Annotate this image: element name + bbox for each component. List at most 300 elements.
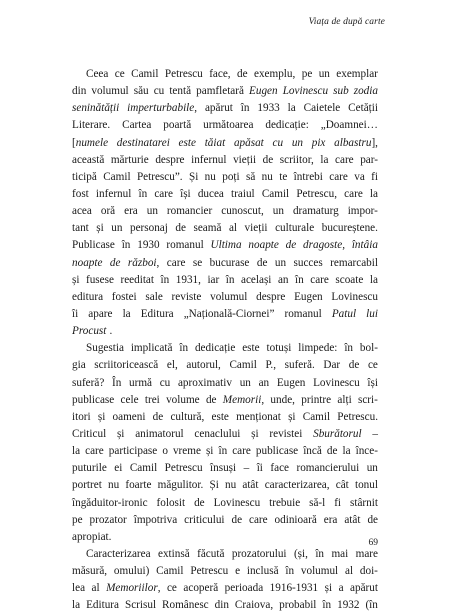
word: în [322,599,332,612]
word: la [342,445,351,458]
word: nu [204,170,216,183]
word: Camil [131,68,159,80]
word: „Doamnei… [320,119,378,132]
text-line [72,443,378,460]
word: fi [334,496,342,509]
word: par- [360,153,378,166]
word: Caietele [303,102,341,115]
word: Memoriilor, [106,582,161,595]
word: romanul [166,239,204,252]
word: an [258,376,270,389]
word: caracterizarea, [264,479,330,492]
word: iar [207,273,220,286]
word: în [344,342,354,355]
word: la [122,307,131,320]
word: nu [225,479,237,492]
word: menționat [236,410,281,423]
word: În [111,376,122,389]
running-head: Viața de după carte [308,17,385,27]
word: de [109,256,121,269]
word: volumul [300,565,339,578]
word: ce [367,359,378,372]
word: suferă? [72,376,105,389]
word: Petrescu”. [136,170,183,183]
word: 1933 [257,102,280,115]
word: oameni [112,410,146,423]
word: al [91,582,100,595]
word: Eugen [249,85,278,98]
word: cu [153,85,165,98]
word: odinioară [274,513,317,526]
word: ce [166,582,177,595]
word: la [369,187,378,200]
word: să-l [309,496,326,509]
word: inclusă [246,565,279,578]
word: sub [333,85,349,98]
word: volume [166,393,200,406]
text-line [72,512,378,529]
word: acoperă [183,582,219,595]
word: folosit [156,496,186,509]
word: animatorul [135,427,184,440]
word: doi- [359,565,378,578]
word: același [240,273,272,286]
word: să [245,170,256,183]
word: la [287,102,296,115]
word: „Națională-Ciornei” [183,307,275,320]
word: ce [114,68,125,80]
word: fusese [85,273,114,286]
word: îi [256,462,263,475]
text-line [72,203,378,220]
word: de [348,359,360,372]
word: el, [166,359,178,372]
word: culturale [275,222,315,235]
word: volumul [91,85,129,98]
word: care [344,187,363,200]
word: apăsat [233,136,264,149]
word: cunoscut, [221,205,264,218]
word: oră [100,205,116,218]
word: Camil [229,359,257,372]
word: bucurase [209,256,250,269]
word: mai [331,547,349,560]
word: extinsă [158,547,190,560]
word: e [235,565,241,578]
word: încă [303,445,322,458]
word: înce- [355,445,378,458]
word: și [97,410,106,423]
word: mărturie [110,153,149,166]
word: stârnit [349,496,378,509]
word: Ceea [86,68,109,80]
word: de [231,513,243,526]
word: în [240,102,250,115]
body-text [72,66,378,615]
word: dragoste, [303,239,345,252]
word: în [160,273,170,286]
word: în [218,445,228,458]
word: poartă [163,119,192,132]
text-line [72,477,378,494]
word: face [270,462,289,475]
word: ei [114,462,123,475]
word: vieții [244,222,268,235]
word: fi [371,170,378,183]
word: un [239,376,251,389]
word: război, [127,256,160,269]
word: acea [72,205,92,218]
word: din [214,599,229,612]
word: făcută [197,547,225,560]
word: reviste [171,290,202,303]
word: la [72,445,81,458]
word: 1931, [175,273,201,286]
word: de [256,256,268,269]
word: scriitor, [279,153,314,166]
text-line [72,580,378,597]
word: Patul [331,307,357,320]
word: un [272,205,284,218]
word: Lovinescu [282,85,329,98]
word: la [72,599,81,612]
word: 1932 [337,599,360,612]
word: Literare. [72,119,111,132]
word: care [329,170,348,183]
word: de [367,513,378,526]
word: în [225,273,235,286]
word: de [175,222,186,235]
word: lea [72,582,86,595]
text-line [72,289,378,306]
word: aproximativ [177,376,232,389]
word: de [194,496,205,509]
word: ducea [197,187,224,200]
word: exemplar [336,68,378,80]
word: scriitoricească [94,359,159,372]
word: măsură, [72,565,108,578]
word: seninătății [72,102,120,115]
word: traiul [231,187,255,200]
word: o [162,445,168,458]
word: în [285,565,295,578]
word: era [323,513,338,526]
word: Camil [261,187,290,200]
word: seamă [193,222,222,235]
word: volumul [210,290,248,303]
word: în [295,273,304,286]
word: bucureștene. [321,222,378,235]
text-line [72,392,378,409]
word: Sburătorul [313,427,362,440]
word: scri- [357,393,378,406]
word: printre [301,393,332,406]
word: dramaturg [292,205,339,218]
word: prozatorului [231,547,287,560]
word: care [166,256,186,269]
word: infernul [95,187,132,200]
word: care [310,273,329,286]
word: și [205,445,214,458]
word: de [237,68,248,80]
text-line [72,426,378,443]
word: în [138,187,148,200]
word: și [72,273,80,286]
word: de [152,410,164,423]
word: Și [188,170,199,183]
text-line [72,375,378,392]
text-line [72,340,378,357]
word: cu [159,376,171,389]
text-line [72,169,378,186]
word: Petrescu. [337,410,378,423]
word: – [243,462,250,475]
word: noapte [248,239,279,252]
word: de [262,153,274,166]
word: (în [365,599,378,612]
word: impor- [347,205,378,218]
word: remarcabil [330,256,378,269]
word: Petrescu [190,565,229,578]
word: la [369,273,378,286]
word: pe [301,68,313,80]
word: Românesc [162,599,209,612]
word: Camil [129,462,158,475]
word: apare [88,307,113,320]
word: este [211,410,229,423]
word: despre [256,290,286,303]
word: noapte [72,256,103,269]
word: Petrescu [164,462,203,475]
word: îi [72,307,79,320]
word: implicată [130,342,173,355]
word: și [288,410,296,423]
word: atât [242,479,259,492]
word: tăiat [204,136,226,149]
word: și [116,427,125,440]
word: apărut [350,582,378,595]
word: Eugen [276,376,306,389]
word: Camil [103,170,131,183]
word: Camil [302,410,331,423]
word: itori [72,410,91,423]
text-line [72,546,378,563]
word: un [146,205,158,218]
word: dedicație [194,342,236,355]
word: nu [261,170,273,183]
word: în [121,239,131,252]
text-line [72,117,378,134]
word: sale [145,290,163,303]
word: Scrisul [124,599,157,612]
word: măgulitor. [157,479,204,492]
text-line [72,186,378,203]
word: îngăduitor-ironic [72,496,148,509]
word: Și [209,479,219,492]
text-line [72,460,378,477]
word: scoate [335,273,364,286]
word: din [72,85,87,98]
word: bol- [359,342,378,355]
word: [numele [72,136,109,149]
word: gia [72,359,86,372]
word: imperturbabile, [127,102,198,115]
word: trebuie [269,496,301,509]
word: 1930 [137,239,160,252]
word: cu [272,136,284,149]
word: revistei [269,427,303,440]
word: împotriva [133,513,178,526]
word: despre [155,153,185,166]
text-line [72,495,378,512]
word: Camil [156,565,184,578]
word: limpede: [298,342,338,355]
word: Memorii, [222,393,265,406]
word: fost [72,187,89,200]
word: probabil [279,599,317,612]
word: destinatarei [116,136,170,149]
word: foarte [125,479,152,492]
text-line [72,135,378,152]
word: un [366,462,378,475]
word: Ultima [210,239,242,252]
word: mare [355,547,378,560]
word: pix [311,136,326,149]
text-line [72,563,378,580]
word: an [277,273,289,286]
word: perioada [224,582,264,595]
text-line [72,306,378,323]
word: un [318,68,330,80]
page-number: 69 [368,538,378,548]
text-line [72,409,378,426]
word: întrebi [293,170,323,183]
word: romancierului [296,462,360,475]
text-line [72,323,378,340]
word: întâia [351,239,378,252]
word: poți [222,170,240,183]
word: nu [108,479,120,492]
word: succes [293,256,323,269]
word: alți [337,393,352,406]
word: exemplu, [253,68,296,80]
word: tentă [169,85,192,98]
word: autorul, [186,359,221,372]
word: Procust . [72,325,113,338]
word: Petrescu [164,68,203,80]
text-line [72,255,378,272]
word: portret [72,479,102,492]
word: Lovinescu [213,496,261,509]
word: publicase [255,445,299,458]
word: în [179,342,189,355]
word: care [232,445,251,458]
word: se [192,256,203,269]
word: Dar [323,359,341,372]
word: Sugestia [86,342,124,355]
word: Petrescu, [296,187,338,200]
word: și [324,582,333,595]
word: de [326,445,338,458]
word: atât [344,513,361,526]
word: reeditat [120,273,155,286]
word: care [85,445,104,458]
text-line [72,597,378,614]
word: Eugen [294,290,323,303]
word: un [111,222,123,235]
word: își [367,376,378,389]
word: vreme [172,445,201,458]
text-line [72,152,378,169]
word: cenaclului [194,427,241,440]
word: trei [144,393,160,406]
word: infernul [191,153,227,166]
word: tonul [354,479,378,492]
word: cultură, [170,410,205,423]
word: de [285,239,297,252]
word: apărut [204,102,233,115]
word: și [96,222,104,235]
word: fostei [111,290,137,303]
word: criticului [184,513,225,526]
word: va [354,170,365,183]
word: P., [265,359,277,372]
word: puturile [72,462,107,475]
word: personaj [129,222,168,235]
word: următoarea [203,119,254,132]
word: unde, [270,393,295,406]
text-line [72,83,378,100]
word: participase [108,445,158,458]
word: său [133,85,149,98]
word: zodia [353,85,378,98]
word: romanul [284,307,322,320]
word: care [335,153,354,166]
word: urmă [129,376,152,389]
word: Publicase [72,239,115,252]
word: (și, [293,547,308,560]
word: tant [72,222,89,235]
word: Lovinescu [313,376,360,389]
word: pe [72,513,83,526]
word: Editura [140,307,174,320]
word: un [274,256,287,269]
text-line [72,529,378,546]
word: dedicație: [265,119,309,132]
word: Editura [86,599,119,612]
word: Craiova, [234,599,274,612]
word: face, [209,68,231,80]
word: pamfletară [196,85,244,98]
word: de [205,393,217,406]
word: albastru], [334,136,378,149]
word: – [372,427,378,440]
word: vieții [233,153,257,166]
word: a [338,582,344,595]
word: totuși [266,342,292,355]
word: care [154,187,173,200]
word: Caracterizarea [86,547,151,560]
text-line [72,272,378,289]
word: te [279,170,288,183]
word: prozator [89,513,127,526]
word: la [320,153,329,166]
word: lui [366,307,378,320]
word: și [251,427,259,440]
word: era [124,205,138,218]
word: este [178,136,196,149]
word: apropiat. [72,530,112,543]
